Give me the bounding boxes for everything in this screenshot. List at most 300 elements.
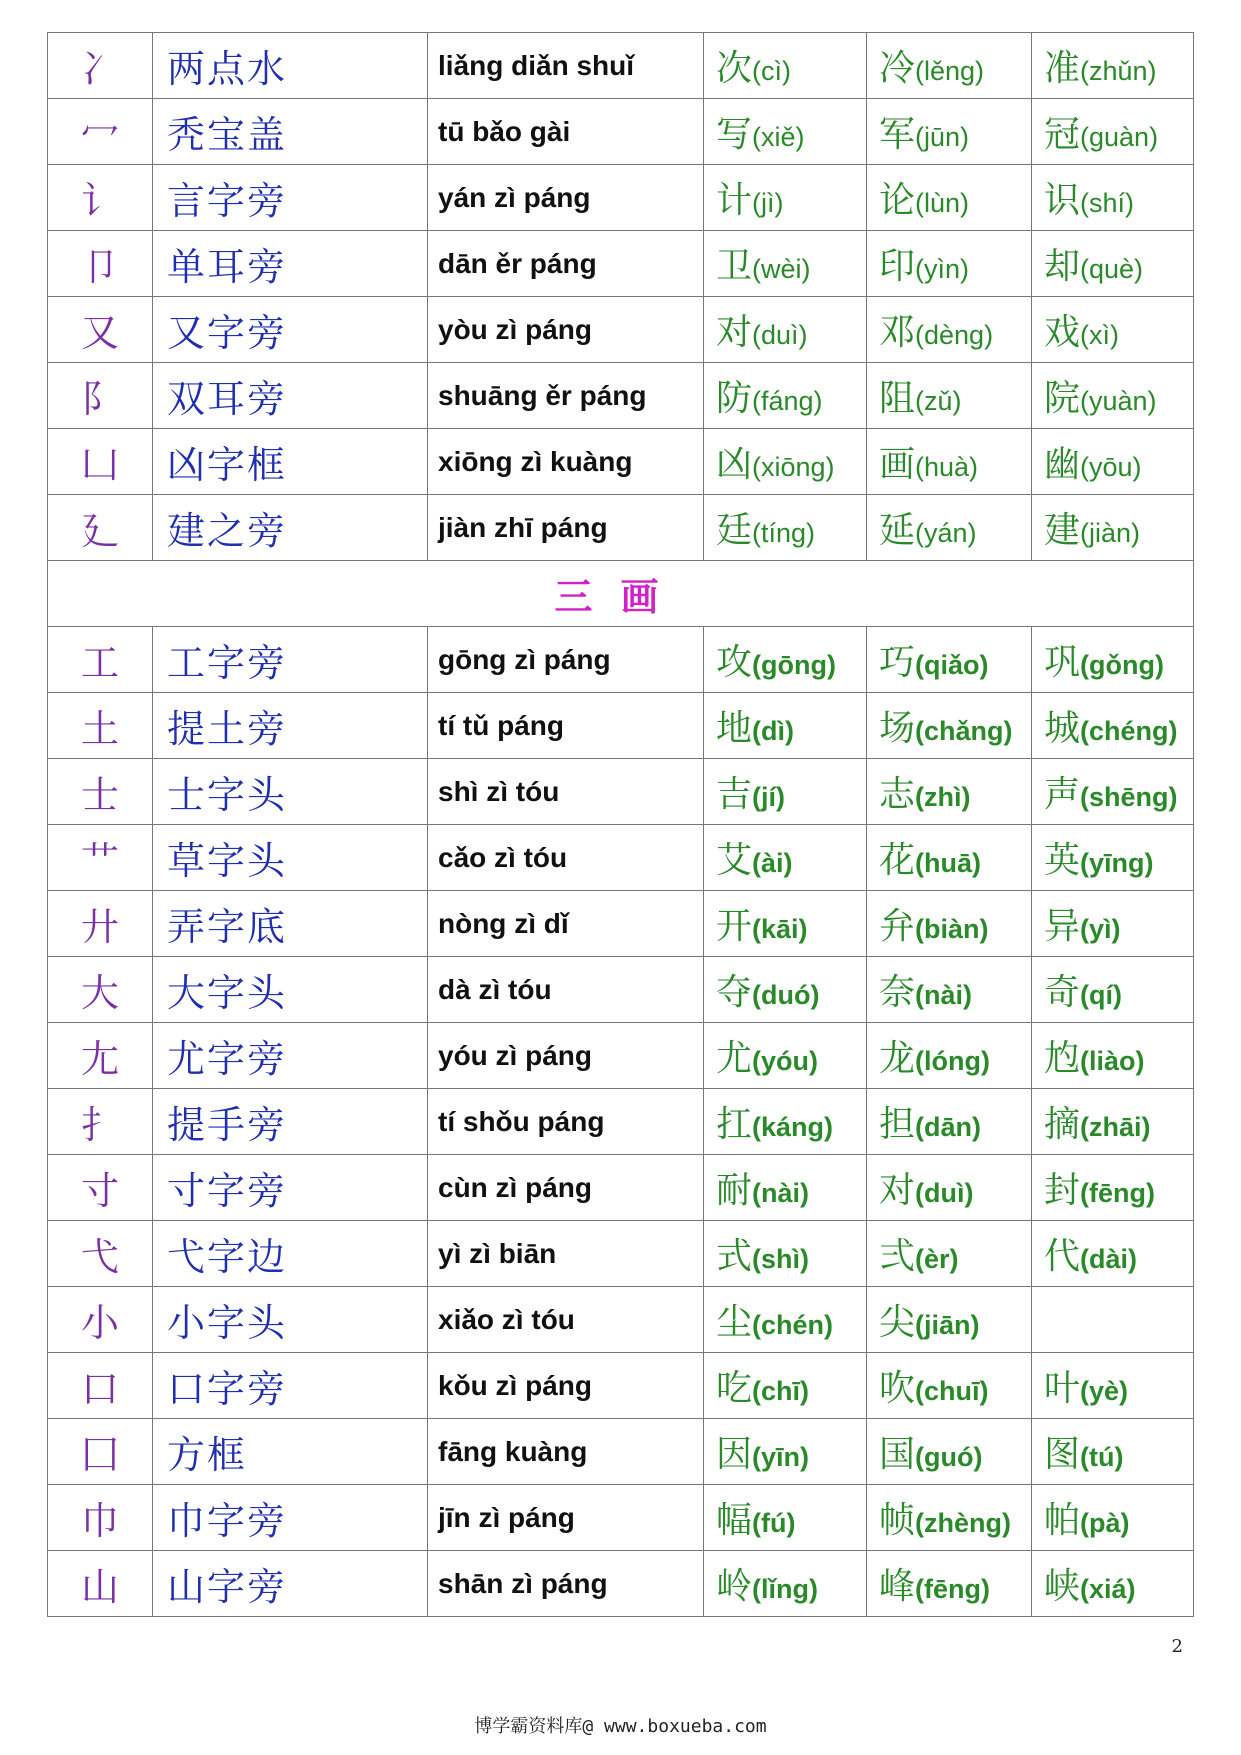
example-pinyin: (dài) <box>1080 1244 1138 1274</box>
example-char: 巧 <box>879 642 916 683</box>
example-cell <box>704 1155 867 1221</box>
example-char: 帕 <box>1044 1500 1081 1541</box>
radical-name-cell: 士字头 <box>153 759 428 825</box>
example-cell <box>704 429 867 495</box>
radical-cell: 士 <box>48 759 153 825</box>
example-pinyin: (yìn) <box>915 254 970 284</box>
example-char: 凶 <box>716 444 753 485</box>
example-char: 叶 <box>1044 1368 1081 1409</box>
example-cell <box>867 891 1032 957</box>
example-char: 扛 <box>716 1104 753 1145</box>
example-char: 对 <box>879 1170 916 1211</box>
example-char: 尥 <box>1044 1038 1081 1079</box>
section-row <box>48 561 1194 627</box>
table-row <box>48 363 1194 429</box>
example-char: 冷 <box>879 48 916 89</box>
example-char: 帧 <box>879 1500 916 1541</box>
example-char: 延 <box>879 510 916 551</box>
example-pinyin: (kāi) <box>752 914 808 944</box>
example-pinyin: (zhǔn) <box>1080 56 1157 86</box>
radical-pinyin-cell: jiàn zhī páng <box>428 495 704 561</box>
example-pinyin: (huà) <box>915 452 979 482</box>
example-pinyin: (biàn) <box>915 914 989 944</box>
radical-cell: 冖 <box>48 99 153 165</box>
radical-name-cell: 又字旁 <box>153 297 428 363</box>
radical-cell: 囗 <box>48 1419 153 1485</box>
example-cell <box>1032 429 1194 495</box>
example-cell <box>867 297 1032 363</box>
radical-pinyin-cell: gōng zì páng <box>428 627 704 693</box>
example-char: 邓 <box>879 312 916 353</box>
example-char: 建 <box>1044 510 1081 551</box>
example-char: 尤 <box>716 1038 753 1079</box>
example-cell <box>1032 1485 1194 1551</box>
radical-pinyin-cell: tí shǒu páng <box>428 1089 704 1155</box>
example-pinyin: (jiān) <box>915 1310 980 1340</box>
example-char: 峡 <box>1044 1566 1081 1607</box>
example-pinyin: (què) <box>1080 254 1144 284</box>
radical-pinyin-cell: dān ěr páng <box>428 231 704 297</box>
example-cell <box>867 1419 1032 1485</box>
example-pinyin: (shí) <box>1080 188 1135 218</box>
example-cell <box>1032 825 1194 891</box>
example-cell <box>867 627 1032 693</box>
example-pinyin: (chéng) <box>1080 716 1178 746</box>
radical-pinyin-cell: fāng kuàng <box>428 1419 704 1485</box>
example-cell <box>867 99 1032 165</box>
example-char: 院 <box>1044 378 1081 419</box>
example-pinyin: (duó) <box>752 980 820 1010</box>
example-pinyin: (qiǎo) <box>915 650 989 680</box>
example-cell <box>867 1023 1032 1089</box>
example-char: 阻 <box>879 378 916 419</box>
example-char: 却 <box>1044 246 1081 287</box>
radical-cell: 阝 <box>48 363 153 429</box>
example-cell <box>704 165 867 231</box>
example-pinyin: (wèi) <box>752 254 811 284</box>
example-cell <box>704 99 867 165</box>
radical-cell: 巾 <box>48 1485 153 1551</box>
example-char: 峰 <box>879 1566 916 1607</box>
radical-pinyin-cell: tí tǔ páng <box>428 693 704 759</box>
radical-name-cell: 方框 <box>153 1419 428 1485</box>
table-row <box>48 891 1194 957</box>
example-char: 式 <box>716 1236 753 1277</box>
radical-name-cell: 弋字边 <box>153 1221 428 1287</box>
example-char: 城 <box>1044 708 1081 749</box>
radical-name-cell: 提土旁 <box>153 693 428 759</box>
example-cell <box>1032 891 1194 957</box>
example-char: 尖 <box>879 1302 916 1343</box>
section-title: 三画 <box>48 561 1194 627</box>
example-cell <box>704 363 867 429</box>
radical-name-cell: 两点水 <box>153 33 428 99</box>
example-cell <box>1032 1221 1194 1287</box>
radical-pinyin-cell: cǎo zì tóu <box>428 825 704 891</box>
table-row <box>48 1353 1194 1419</box>
example-char: 夺 <box>716 972 753 1013</box>
table-row <box>48 759 1194 825</box>
example-pinyin: (gōng) <box>752 650 836 680</box>
example-cell <box>1032 693 1194 759</box>
example-cell <box>704 495 867 561</box>
example-pinyin: (gǒng) <box>1080 650 1164 680</box>
radical-cell: 工 <box>48 627 153 693</box>
table-row <box>48 627 1194 693</box>
example-cell <box>867 1155 1032 1221</box>
table-row <box>48 1287 1194 1353</box>
example-cell <box>867 1221 1032 1287</box>
radical-pinyin-cell: yòu zì páng <box>428 297 704 363</box>
example-cell <box>704 1221 867 1287</box>
radical-name-cell: 工字旁 <box>153 627 428 693</box>
example-char: 计 <box>716 180 753 221</box>
radical-name-cell: 秃宝盖 <box>153 99 428 165</box>
example-cell <box>867 165 1032 231</box>
radical-cell: 艹 <box>48 825 153 891</box>
radical-name-cell: 口字旁 <box>153 1353 428 1419</box>
radical-pinyin-cell: dà zì tóu <box>428 957 704 1023</box>
radical-cell: 廴 <box>48 495 153 561</box>
table-row <box>48 1485 1194 1551</box>
table-row <box>48 165 1194 231</box>
example-pinyin: (xiě) <box>752 122 805 152</box>
example-char: 弁 <box>879 906 916 947</box>
example-char: 画 <box>879 444 916 485</box>
table-row <box>48 297 1194 363</box>
example-pinyin: (jiàn) <box>1080 518 1141 548</box>
example-pinyin: (cì) <box>752 56 791 86</box>
example-pinyin: (zhì) <box>915 782 971 812</box>
radical-pinyin-cell: shì zì tóu <box>428 759 704 825</box>
example-pinyin: (zhèng) <box>915 1508 1011 1538</box>
example-cell <box>1032 231 1194 297</box>
radical-cell: 凵 <box>48 429 153 495</box>
radical-table-body <box>48 33 1194 1617</box>
table-row <box>48 495 1194 561</box>
example-char: 卫 <box>716 246 753 287</box>
radical-pinyin-cell: jīn zì páng <box>428 1485 704 1551</box>
example-char: 廷 <box>716 510 753 551</box>
example-cell <box>867 825 1032 891</box>
example-char: 幽 <box>1044 444 1081 485</box>
example-cell <box>704 957 867 1023</box>
example-cell <box>1032 1419 1194 1485</box>
example-cell <box>704 1419 867 1485</box>
example-cell <box>1032 33 1194 99</box>
radical-name-cell: 凶字框 <box>153 429 428 495</box>
radical-pinyin-cell: yóu zì páng <box>428 1023 704 1089</box>
example-char: 封 <box>1044 1170 1081 1211</box>
page-number: 2 <box>1171 1636 1183 1657</box>
radical-name-cell: 提手旁 <box>153 1089 428 1155</box>
example-pinyin: (èr) <box>915 1244 959 1274</box>
example-pinyin: (xiá) <box>1080 1574 1136 1604</box>
example-char: 印 <box>879 246 916 287</box>
radical-name-cell: 言字旁 <box>153 165 428 231</box>
example-cell <box>867 429 1032 495</box>
radical-name-cell: 巾字旁 <box>153 1485 428 1551</box>
table-row <box>48 429 1194 495</box>
example-cell <box>1032 165 1194 231</box>
example-cell <box>704 693 867 759</box>
example-cell <box>867 1551 1032 1617</box>
radical-cell: 口 <box>48 1353 153 1419</box>
example-char: 异 <box>1044 906 1081 947</box>
example-cell <box>867 495 1032 561</box>
example-char: 地 <box>716 708 753 749</box>
example-char: 因 <box>716 1434 753 1475</box>
table-row <box>48 957 1194 1023</box>
example-pinyin: (dì) <box>752 716 794 746</box>
example-pinyin: (shēng) <box>1080 782 1178 812</box>
example-cell <box>1032 99 1194 165</box>
example-cell <box>704 1089 867 1155</box>
example-char: 冠 <box>1044 114 1081 155</box>
radical-name-cell: 小字头 <box>153 1287 428 1353</box>
example-pinyin: (chén) <box>752 1310 834 1340</box>
example-pinyin: (lǐng) <box>752 1574 818 1604</box>
example-cell <box>1032 957 1194 1023</box>
example-pinyin: (yuàn) <box>1080 386 1157 416</box>
example-pinyin: (guó) <box>915 1442 983 1472</box>
radical-pinyin-cell: yán zì páng <box>428 165 704 231</box>
radical-name-cell: 草字头 <box>153 825 428 891</box>
radical-cell: 又 <box>48 297 153 363</box>
example-pinyin: (káng) <box>752 1112 834 1142</box>
radical-cell: 弋 <box>48 1221 153 1287</box>
footer-watermark: 博学霸资料库@ www.boxueba.com <box>474 1716 767 1737</box>
example-char: 图 <box>1044 1434 1081 1475</box>
example-char: 幅 <box>716 1500 753 1541</box>
example-pinyin: (dèng) <box>915 320 994 350</box>
example-char: 担 <box>879 1104 916 1145</box>
example-pinyin: (fēng) <box>915 1574 990 1604</box>
example-char: 对 <box>716 312 753 353</box>
example-pinyin: (dān) <box>915 1112 981 1142</box>
example-char: 次 <box>716 48 753 89</box>
radical-cell: 扌 <box>48 1089 153 1155</box>
example-cell <box>1032 1287 1194 1353</box>
example-cell <box>704 297 867 363</box>
example-char: 奈 <box>879 972 916 1013</box>
radical-pinyin-cell: liǎng diǎn shuǐ <box>428 33 704 99</box>
example-cell <box>1032 759 1194 825</box>
radical-pinyin-cell: kǒu zì páng <box>428 1353 704 1419</box>
radical-pinyin-cell: nòng zì dǐ <box>428 891 704 957</box>
example-pinyin: (yóu) <box>752 1046 818 1076</box>
example-pinyin: (tíng) <box>752 518 816 548</box>
example-char: 代 <box>1044 1236 1081 1277</box>
example-pinyin: (nài) <box>915 980 973 1010</box>
example-pinyin: (duì) <box>752 320 808 350</box>
radical-pinyin-cell: cùn zì páng <box>428 1155 704 1221</box>
table-row <box>48 693 1194 759</box>
table-row <box>48 99 1194 165</box>
example-cell <box>704 231 867 297</box>
radical-cell: 尢 <box>48 1023 153 1089</box>
example-char: 尘 <box>716 1302 753 1343</box>
example-cell <box>1032 627 1194 693</box>
example-cell <box>1032 1089 1194 1155</box>
example-cell <box>1032 1023 1194 1089</box>
table-row <box>48 1023 1194 1089</box>
radical-cell: 讠 <box>48 165 153 231</box>
example-cell <box>867 1353 1032 1419</box>
radical-name-cell: 大字头 <box>153 957 428 1023</box>
example-pinyin: (fáng) <box>752 386 823 416</box>
radical-cell: 冫 <box>48 33 153 99</box>
example-char: 龙 <box>879 1038 916 1079</box>
example-char: 巩 <box>1044 642 1081 683</box>
example-cell <box>867 231 1032 297</box>
example-cell <box>1032 363 1194 429</box>
example-char: 准 <box>1044 48 1081 89</box>
example-pinyin: (chǎng) <box>915 716 1013 746</box>
radical-table <box>47 32 1194 1617</box>
table-row <box>48 825 1194 891</box>
example-pinyin: (zhāi) <box>1080 1112 1151 1142</box>
example-pinyin: (duì) <box>915 1178 974 1208</box>
example-cell <box>1032 1155 1194 1221</box>
example-cell <box>867 33 1032 99</box>
radical-cell: 寸 <box>48 1155 153 1221</box>
example-char: 英 <box>1044 840 1081 881</box>
example-cell <box>704 1023 867 1089</box>
example-cell <box>704 759 867 825</box>
table-row <box>48 231 1194 297</box>
radical-name-cell: 建之旁 <box>153 495 428 561</box>
table-row <box>48 1089 1194 1155</box>
example-pinyin: (lùn) <box>915 188 970 218</box>
example-pinyin: (yīn) <box>752 1442 810 1472</box>
radical-cell: 小 <box>48 1287 153 1353</box>
example-cell <box>867 363 1032 429</box>
example-cell <box>704 627 867 693</box>
radical-pinyin-cell: xiōng zì kuàng <box>428 429 704 495</box>
table-row <box>48 1155 1194 1221</box>
example-cell <box>1032 1551 1194 1617</box>
radical-cell: 卩 <box>48 231 153 297</box>
example-char: 军 <box>879 114 916 155</box>
example-pinyin: (lóng) <box>915 1046 990 1076</box>
example-cell <box>867 693 1032 759</box>
example-char: 写 <box>716 114 753 155</box>
example-char: 艾 <box>716 840 753 881</box>
table-row <box>48 1221 1194 1287</box>
example-cell <box>704 1353 867 1419</box>
example-char: 花 <box>879 840 916 881</box>
example-char: 吃 <box>716 1368 753 1409</box>
example-char: 防 <box>716 378 753 419</box>
example-pinyin: (jí) <box>752 782 786 812</box>
example-char: 耐 <box>716 1170 753 1211</box>
example-pinyin: (chī) <box>752 1376 810 1406</box>
example-char: 岭 <box>716 1566 753 1607</box>
radical-name-cell: 尤字旁 <box>153 1023 428 1089</box>
example-cell <box>867 1485 1032 1551</box>
example-char: 论 <box>879 180 916 221</box>
example-pinyin: (liào) <box>1080 1046 1145 1076</box>
radical-name-cell: 单耳旁 <box>153 231 428 297</box>
radical-cell: 廾 <box>48 891 153 957</box>
radical-cell: 土 <box>48 693 153 759</box>
radical-name-cell: 山字旁 <box>153 1551 428 1617</box>
example-pinyin: (jūn) <box>915 122 970 152</box>
example-pinyin: (guàn) <box>1080 122 1159 152</box>
radical-pinyin-cell: yì zì biān <box>428 1221 704 1287</box>
example-pinyin: (nài) <box>752 1178 810 1208</box>
example-cell <box>867 1287 1032 1353</box>
radical-pinyin-cell: xiǎo zì tóu <box>428 1287 704 1353</box>
example-pinyin: (yōu) <box>1080 452 1142 482</box>
example-char: 国 <box>879 1434 916 1475</box>
example-pinyin: (shì) <box>752 1244 810 1274</box>
example-pinyin: (zǔ) <box>915 386 962 416</box>
example-pinyin: (xì) <box>1080 320 1119 350</box>
example-pinyin: (fú) <box>752 1508 796 1538</box>
example-cell <box>704 825 867 891</box>
example-pinyin: (pà) <box>1080 1508 1130 1538</box>
example-cell <box>1032 297 1194 363</box>
example-pinyin: (fēng) <box>1080 1178 1155 1208</box>
example-pinyin: (chuī) <box>915 1376 989 1406</box>
example-pinyin: (yì) <box>1080 914 1121 944</box>
radical-cell: 大 <box>48 957 153 1023</box>
example-char: 攻 <box>716 642 753 683</box>
example-pinyin: (jì) <box>752 188 784 218</box>
example-char: 奇 <box>1044 972 1081 1013</box>
example-pinyin: (yīng) <box>1080 848 1154 878</box>
example-char: 声 <box>1044 774 1081 815</box>
example-cell <box>704 33 867 99</box>
example-char: 场 <box>879 708 916 749</box>
example-char: 识 <box>1044 180 1081 221</box>
example-cell <box>704 1551 867 1617</box>
example-cell <box>704 1287 867 1353</box>
table-row <box>48 1419 1194 1485</box>
example-pinyin: (xiōng) <box>752 452 835 482</box>
radical-name-cell: 双耳旁 <box>153 363 428 429</box>
radical-name-cell: 寸字旁 <box>153 1155 428 1221</box>
example-pinyin: (huā) <box>915 848 981 878</box>
radical-pinyin-cell: shān zì páng <box>428 1551 704 1617</box>
example-char: 戏 <box>1044 312 1081 353</box>
example-cell <box>867 957 1032 1023</box>
example-cell <box>1032 1353 1194 1419</box>
example-pinyin: (yè) <box>1080 1376 1129 1406</box>
example-pinyin: (lěng) <box>915 56 985 86</box>
table-row <box>48 1551 1194 1617</box>
example-cell <box>867 1089 1032 1155</box>
radical-cell: 山 <box>48 1551 153 1617</box>
example-pinyin: (tú) <box>1080 1442 1124 1472</box>
example-char: 弍 <box>879 1236 916 1277</box>
table-row <box>48 33 1194 99</box>
example-pinyin: (ài) <box>752 848 793 878</box>
example-char: 志 <box>879 774 916 815</box>
example-char: 开 <box>716 906 753 947</box>
radical-name-cell: 弄字底 <box>153 891 428 957</box>
example-cell <box>867 759 1032 825</box>
example-char: 摘 <box>1044 1104 1081 1145</box>
example-pinyin: (yán) <box>915 518 977 548</box>
example-cell <box>704 1485 867 1551</box>
example-cell <box>1032 495 1194 561</box>
example-pinyin: (qí) <box>1080 980 1122 1010</box>
radical-pinyin-cell: tū bǎo gài <box>428 99 704 165</box>
radical-pinyin-cell: shuāng ěr páng <box>428 363 704 429</box>
